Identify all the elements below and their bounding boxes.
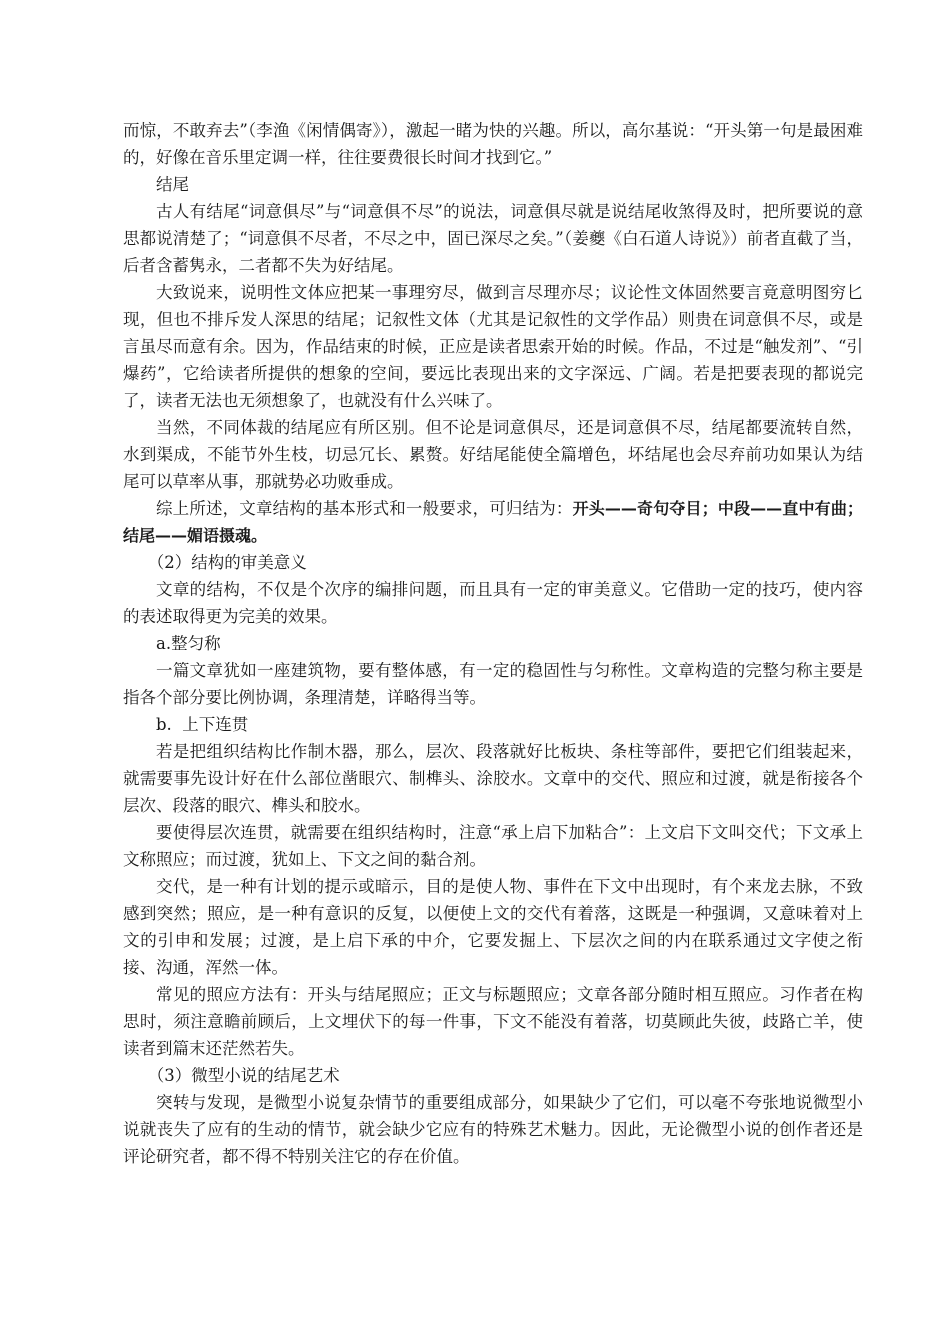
body-paragraph: 一篇文章犹如一座建筑物，要有整体感，有一定的稳固性与匀称性。文章构造的完整匀称主要是指各个部分要比例协调，条理清楚，详略得当等。 — [123, 661, 863, 707]
summary-lead-text: 综上所述，文章结构的基本形式和一般要求，可归结为： — [156, 499, 573, 518]
subheading-aesthetic: （2）结构的审美意义 — [147, 553, 307, 572]
body-paragraph: 文章的结构，不仅是个次序的编排问题，而且具有一定的审美意义。它借助一定的技巧，使内容的表述取得更为完美的效果。 — [123, 580, 863, 626]
body-paragraph: 大致说来，说明性文体应把某一事理穷尽，做到言尽理亦尽；议论性文体固然要言竟意明图穷匕现，但也不排斥发人深思的结尾；记叙性文体（尤其是记叙性的文学作品）则贵在词意俱不尽，或是言虽尽而意有余。因为，作品结束的时候，正应是读者思索开始的时候。作品，不过是“触发剂”、“引爆药”，它给读者所提供的想象的空间，要远比表现出来的文字深远、广阔。若是把要表现的都说完了，读者无法也无须想象了，也就没有什么兴味了。 — [123, 283, 863, 410]
body-paragraph: 要使得层次连贯，就需要在组织结构时，注意“承上启下加粘合”：上文启下文叫交代；下文承上文称照应；而过渡，犹如上、下文之间的黏合剂。 — [123, 823, 863, 869]
body-paragraph: 古人有结尾“词意俱尽”与“词意俱不尽”的说法，词意俱尽就是说结尾收煞得及时，把所要说的意思都说清楚了；“词意俱不尽者，不尽之中，固已深尽之矣。”（姜夔《白石道人诗说》）前者直截了当，后者含蓄隽永，二者都不失为好结尾。 — [123, 202, 863, 275]
document-page — [123, 117, 863, 1170]
summary-bold-text: 开头——奇句夺目；中段——直中有曲；结尾——媚语摄魂。 — [123, 499, 863, 545]
summary-paragraph — [123, 495, 863, 549]
body-paragraph: 若是把组织结构比作制木器，那么，层次、段落就好比板块、条柱等部件，要把它们组装起来，就需要事先设计好在什么部位凿眼穴、制榫头、涂胶水。文章中的交代、照应和过渡，就是衔接各个层次、段落的眼穴、榫头和胶水。 — [123, 742, 863, 815]
subheading-micro-fiction: （3）微型小说的结尾艺术 — [147, 1066, 340, 1085]
body-paragraph: 突转与发现，是微型小说复杂情节的重要组成部分，如果缺少了它们，可以毫不夸张地说微型小说就丧失了应有的生动的情节，就会缺少它应有的特殊艺术魅力。因此，无论微型小说的创作者还是评论研究者，都不得不特别关注它的存在价值。 — [123, 1093, 863, 1166]
body-paragraph: 当然，不同体裁的结尾应有所区别。但不论是词意俱尽，还是词意俱不尽，结尾都要流转自然，水到渠成，不能节外生枝，切忌冗长、累赘。好结尾能使全篇增色，坏结尾也会尽弃前功如果认为结尾可以草率从事，那就势必功败垂成。 — [123, 418, 863, 491]
body-paragraph: 常见的照应方法有：开头与结尾照应；正文与标题照应；文章各部分随时相互照应。习作者在构思时，须注意瞻前顾后，上文埋伏下的每一件事，下文不能没有着落，切莫顾此失彼，歧路亡羊，使读者到篇末还茫然若失。 — [123, 985, 863, 1058]
section-heading-ending: 结尾 — [156, 175, 189, 194]
paragraph-continuation: 而惊，不敢弃去”（李渔《闲情偶寄》），激起一睹为快的兴趣。所以，高尔基说：“开头第一句是最困难的，好像在音乐里定调一样，往往要费很长时间才找到它。” — [123, 121, 863, 167]
section-heading-symmetry: a.整匀称 — [156, 634, 221, 653]
body-paragraph: 交代，是一种有计划的提示或暗示，目的是使人物、事件在下文中出现时，有个来龙去脉，不致感到突然；照应，是一种有意识的反复，以便使上文的交代有着落，这既是一种强调，又意味着对上文的引申和发展；过渡，是上启下承的中介，它要发掘上、下层次之间的内在联系通过文字使之衔接、沟通，浑然一体。 — [123, 877, 863, 977]
section-heading-coherence: b. 上下连贯 — [156, 715, 249, 734]
